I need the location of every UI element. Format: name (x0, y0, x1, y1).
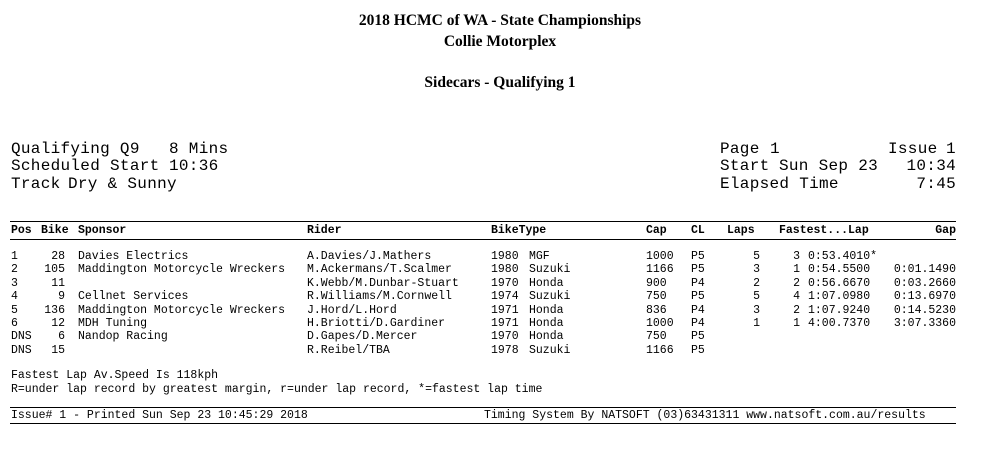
cell-fastest-time: 4:00.7370 (808, 317, 871, 330)
session-duration: 8 Mins (169, 140, 229, 158)
start-date: Sun Sep 23 (779, 157, 879, 175)
elapsed-label: Elapsed Time (720, 175, 839, 193)
cell-fastest-lap-number: 1 (793, 317, 800, 330)
cell-class: P5 (691, 343, 705, 357)
cell-fastest-lap-number: 1 (793, 263, 800, 277)
col-biketype: BikeType (491, 224, 547, 237)
cell-bike: 136 (44, 303, 65, 317)
event-title: 2018 HCMC of WA - State Championships (358, 12, 642, 29)
cell-cap: 1000 (646, 317, 674, 330)
page-number: 1 (770, 140, 780, 158)
cell-cap: 836 (646, 303, 667, 317)
cell-fastest-time: 0:54.5500 (808, 263, 871, 277)
cell-year: 1980 (491, 250, 519, 263)
cell-year: 1974 (491, 290, 519, 304)
cell-pos: 5 (11, 303, 18, 317)
cell-gap: 0:03.2660 (893, 276, 956, 290)
cell-class: P5 (691, 290, 705, 304)
cell-year: 1970 (491, 276, 519, 290)
track-label: Track (11, 175, 61, 193)
cell-laps: 5 (753, 290, 760, 304)
cell-class: P4 (691, 276, 705, 290)
cell-gap: 3:07.3360 (893, 317, 956, 330)
cell-sponsor: Davies Electrics (78, 250, 189, 263)
cell-laps: 5 (753, 250, 760, 263)
cell-make: Honda (529, 276, 564, 290)
legend-note: R=under lap record by greatest margin, r=under lap record, *=fastest lap time (11, 383, 543, 396)
cell-make: Suzuki (529, 343, 571, 357)
cell-class: P5 (691, 330, 705, 344)
cell-make: Honda (529, 317, 564, 330)
cell-pos: 1 (11, 250, 18, 263)
col-rider: Rider (307, 224, 342, 237)
cell-class: P5 (691, 263, 705, 277)
col-cap: Cap (646, 224, 667, 237)
cell-rider: R.Williams/M.Cornwell (307, 290, 452, 304)
cell-cap: 750 (646, 290, 667, 304)
timing-credit: Timing System By NATSOFT (03)63431311 www.natsoft.com.au/results (484, 409, 926, 422)
col-cl: CL (691, 224, 705, 237)
cell-laps: 3 (753, 263, 760, 277)
col-pos: Pos (11, 224, 32, 237)
cell-cap: 1166 (646, 263, 674, 277)
cell-make: MGF (529, 250, 550, 263)
cell-fastest-lap-number: 2 (793, 276, 800, 290)
cell-fastest-lap-number: 2 (793, 303, 800, 317)
col-laps: Laps (727, 224, 755, 237)
footer-bottom-rule (10, 423, 956, 424)
col-gap: Gap (935, 224, 956, 237)
cell-cap: 1000 (646, 250, 674, 263)
cell-year: 1971 (491, 303, 519, 317)
cell-cap: 900 (646, 276, 667, 290)
cell-rider: R.Reibel/TBA (307, 343, 390, 357)
cell-fastest-time: 0:56.6670 (808, 276, 871, 290)
cell-laps: 1 (753, 317, 760, 330)
page-label: Page (720, 140, 760, 158)
cell-bike: 6 (58, 330, 65, 344)
cell-year: 1971 (491, 317, 519, 330)
scheduled-start-label: Scheduled Start (11, 157, 160, 175)
cell-rider: M.Ackermans/T.Scalmer (307, 263, 452, 277)
cell-pos: 3 (11, 276, 18, 290)
session-title: Sidecars - Qualifying 1 (424, 74, 576, 91)
cell-pos: DNS (11, 330, 32, 344)
scheduled-start-value: 10:36 (169, 157, 219, 175)
cell-year: 1970 (491, 330, 519, 344)
cell-pos: 2 (11, 263, 18, 277)
cell-make: Suzuki (529, 290, 571, 304)
cell-class: P4 (691, 303, 705, 317)
table-header-rule (10, 239, 956, 240)
cell-year: 1980 (491, 263, 519, 277)
table-top-rule (10, 221, 956, 222)
issue-label: Issue (888, 140, 938, 158)
cell-pos: DNS (11, 343, 32, 357)
cell-sponsor: Nandop Racing (78, 330, 168, 344)
cell-laps: 2 (753, 276, 760, 290)
col-sponsor: Sponsor (78, 224, 127, 237)
cell-rider: D.Gapes/D.Mercer (307, 330, 418, 344)
footer-rule (10, 407, 956, 408)
printed-info: Issue# 1 - Printed Sun Sep 23 10:45:29 2018 (11, 409, 308, 422)
cell-gap: 0:14.5230 (893, 303, 956, 317)
cell-make: Suzuki (529, 263, 571, 277)
cell-make: Honda (529, 303, 564, 317)
elapsed-time: 7:45 (916, 175, 956, 193)
cell-class: P4 (691, 317, 705, 330)
cell-bike: 28 (51, 250, 65, 263)
cell-fastest-lap-number: 4 (793, 290, 800, 304)
cell-fastest-time: 1:07.0980 (808, 290, 871, 304)
cell-rider: J.Hord/L.Hord (307, 303, 397, 317)
cell-bike: 12 (51, 317, 65, 330)
cell-class: P5 (691, 250, 705, 263)
cell-pos: 4 (11, 290, 18, 304)
session-name: Qualifying Q9 (11, 140, 140, 158)
track-condition: Dry & Sunny (68, 175, 177, 193)
cell-gap: 0:13.6970 (893, 290, 956, 304)
cell-cap: 1166 (646, 343, 674, 357)
cell-bike: 11 (51, 276, 65, 290)
cell-sponsor: Maddington Motorcycle Wreckers (78, 303, 286, 317)
cell-make: Honda (529, 330, 564, 344)
cell-fastest-time: 0:53.4010* (808, 250, 878, 263)
cell-sponsor: MDH Tuning (78, 317, 148, 330)
cell-year: 1978 (491, 343, 519, 357)
cell-pos: 6 (11, 317, 18, 330)
cell-rider: A.Davies/J.Mathers (307, 250, 432, 263)
cell-gap: 0:01.1490 (893, 263, 956, 277)
cell-bike: 15 (51, 343, 65, 357)
cell-fastest-lap-number: 3 (793, 250, 800, 263)
start-label: Start (720, 157, 770, 175)
cell-rider: K.Webb/M.Dunbar-Stuart (307, 276, 459, 290)
venue-title: Collie Motorplex (443, 33, 557, 50)
cell-sponsor: Cellnet Services (78, 290, 189, 304)
issue-number: 1 (946, 140, 956, 158)
cell-rider: H.Briotti/D.Gardiner (307, 317, 446, 330)
fastest-speed-note: Fastest Lap Av.Speed Is 118kph (11, 369, 219, 382)
col-bike: Bike (41, 224, 69, 237)
start-time: 10:34 (906, 157, 956, 175)
cell-sponsor: Maddington Motorcycle Wreckers (78, 263, 286, 277)
cell-bike: 105 (44, 263, 65, 277)
cell-bike: 9 (58, 290, 65, 304)
cell-laps: 3 (753, 303, 760, 317)
cell-fastest-time: 1:07.9240 (808, 303, 871, 317)
col-fastest-lap: Fastest...Lap (779, 224, 869, 237)
cell-cap: 750 (646, 330, 667, 344)
